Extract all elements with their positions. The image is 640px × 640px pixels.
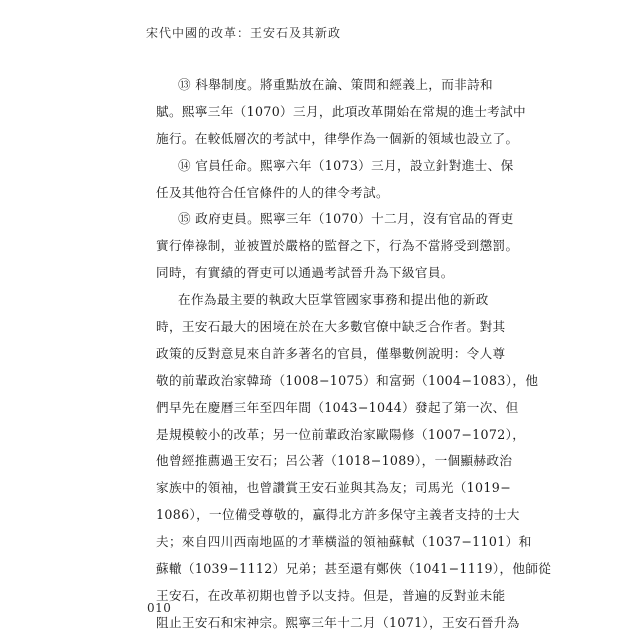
text-line: 政策的反對意見來自許多著名的官員，僅舉數例說明：令人尊 — [156, 345, 506, 361]
text-line: ⑬ 科舉制度。將重點放在論、策問和經義上，而非詩和 — [178, 77, 494, 92]
text-line: 家族中的領袖，也曾讚賞王安石並與其為友；司馬光（1019− — [156, 480, 512, 496]
text-line: 夫；來自四川西南地區的才華橫溢的領袖蘇軾（1037−1101）和 — [156, 534, 532, 550]
text-line: 實行俸祿制，並被置於嚴格的監督之下，行為不當將受到懲罰。 — [156, 238, 519, 254]
text-line: 是規模較小的改革；另一位前輩政治家歐陽修（1007−1072）， — [156, 426, 526, 442]
text-line: 任及其他符合任官條件的人的律令考試。 — [156, 184, 389, 200]
text-line: 同時，有實績的胥吏可以通過考試晉升為下級官員。 — [156, 265, 454, 281]
text-line: 施行。在較低層次的考試中，律學作為一個新的領域也設立了。 — [156, 130, 519, 146]
page-number: 010 — [147, 601, 172, 615]
text-line: 們早先在慶曆三年至四年間（1043−1044）發起了第一次、但 — [156, 399, 519, 415]
text-line: ⑭ 官員任命。熙寧六年（1073）三月，設立針對進士、保 — [178, 157, 514, 173]
text-line: 阻止王安石和宋神宗。熙寧三年十二月（1071），王安石晉升為 — [156, 614, 520, 630]
text-line: 1086），一位備受尊敬的，贏得北方許多保守主義者支持的士大 — [156, 507, 520, 523]
text-line: 賦。熙寧三年（1070）三月，此項改革開始在常規的進士考試中 — [156, 103, 526, 119]
running-head: 宋代中國的改革：王安石及其新政 — [146, 26, 342, 40]
text-line: 敬的前輩政治家韓琦（1008−1075）和富弼（1004−1083），他 — [156, 372, 539, 388]
text-line: ⑮ 政府吏員。熙寧三年（1070）十二月，沒有官品的胥吏 — [178, 211, 514, 227]
text-line: 王安石，在改革初期也曾予以支持。但是，普遍的反對並未能 — [156, 587, 506, 603]
text-line: 他曾經推薦過王安石；呂公著（1018−1089），一個顯赫政治 — [156, 453, 513, 469]
text-line: 在作為最主要的執政大臣掌管國家事務和提出他的新政 — [178, 292, 489, 308]
text-line: 蘇轍（1039−1112）兄弟；甚至還有鄭俠（1041−1119），他師從 — [156, 561, 552, 577]
text-line: 時，王安石最大的困境在於在大多數官僚中缺乏合作者。對其 — [156, 319, 506, 335]
body-text — [156, 72, 552, 637]
